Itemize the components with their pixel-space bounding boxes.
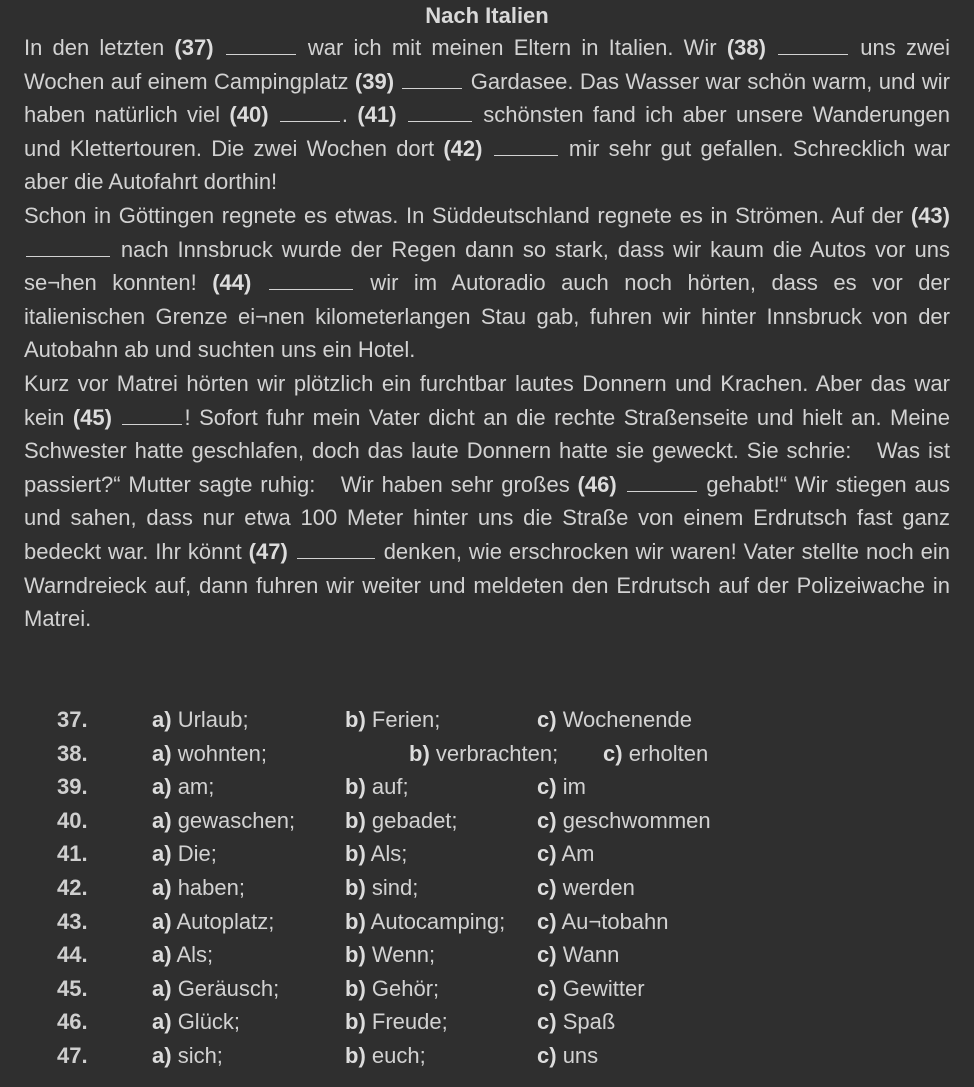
question-number: 43. — [57, 908, 88, 934]
option-c[interactable]: c) Gewitter — [537, 975, 645, 1001]
option-c[interactable]: c) geschwommen — [537, 807, 711, 833]
gap-number-38: (38) — [726, 35, 766, 60]
gap-blank-41 — [408, 103, 472, 122]
option-row-41 — [0, 837, 974, 871]
text-paragraph-1: In den letzten (37) war ich mit meinen Eltern in Italien. Wir (38) uns zwei Wochen auf einem Campingplatz (39) Gardasee. Das Wasser war schön warm, und wir haben natürlich viel (40) . (41) schönsten fand ich aber unsere Wanderungen und Klettertouren. Die zwei Wochen dort (42) mir sehr gut gefallen. Schrecklich war aber die Autofahrt dorthin! — [24, 35, 950, 195]
answer-options-list — [0, 703, 974, 1073]
gap-number-47: (47) — [248, 538, 288, 564]
option-row-39 — [0, 770, 974, 804]
option-row-43 — [0, 905, 974, 939]
option-a[interactable]: a) Die; — [152, 841, 217, 867]
gap-blank-44 — [269, 271, 353, 290]
question-number: 45. — [57, 975, 88, 1001]
question-number: 40. — [57, 807, 88, 833]
option-c[interactable]: c) werden — [537, 874, 635, 900]
gap-number-41: (41) — [357, 102, 397, 128]
gap-blank-42 — [494, 137, 558, 156]
gap-number-43: (43) — [910, 202, 950, 228]
question-number: 47. — [57, 1042, 88, 1068]
option-c[interactable]: c) im — [537, 774, 586, 800]
option-b[interactable]: b) Wenn; — [345, 942, 436, 968]
option-row-40 — [0, 804, 974, 838]
question-number: 44. — [57, 942, 88, 968]
gap-blank-40 — [280, 103, 340, 122]
gap-blank-38 — [778, 36, 848, 55]
option-a[interactable]: a) Als; — [152, 942, 214, 968]
option-b[interactable]: b) verbrachten; — [409, 740, 559, 766]
gap-blank-46 — [627, 473, 697, 492]
option-a[interactable]: a) haben; — [152, 874, 245, 900]
option-c[interactable]: c) Spaß — [537, 1009, 616, 1035]
option-c[interactable]: c) erholten — [603, 740, 709, 766]
option-b[interactable]: b) Gehör; — [345, 975, 440, 1001]
option-b[interactable]: b) sind; — [345, 874, 419, 900]
option-c[interactable]: c) Au¬tobahn — [537, 908, 669, 934]
option-a[interactable]: a) Geräusch; — [152, 975, 280, 1001]
option-a[interactable]: a) sich; — [152, 1042, 223, 1068]
question-number: 37. — [57, 707, 88, 732]
gap-blank-47 — [297, 540, 375, 559]
gap-blank-45 — [122, 406, 182, 425]
question-number: 46. — [57, 1009, 88, 1035]
option-b[interactable]: b) euch; — [345, 1042, 426, 1068]
page-title: Nach Italien — [425, 3, 549, 28]
option-b[interactable]: b) Autocamping; — [345, 908, 506, 934]
option-row-38 — [0, 737, 974, 771]
option-row-44 — [0, 938, 974, 972]
option-c[interactable]: c) Am — [537, 841, 595, 867]
question-number: 41. — [57, 841, 88, 867]
option-b[interactable]: b) Freude; — [345, 1009, 448, 1035]
gap-number-44: (44) — [212, 270, 252, 296]
option-a[interactable]: a) gewaschen; — [152, 807, 296, 833]
question-number: 39. — [57, 774, 88, 800]
gap-blank-43 — [26, 238, 110, 257]
text-paragraph-3: Kurz vor Matrei hörten wir plötzlich ein furchtbar lautes Donnern und Krachen. Aber das war kein (45) ! Sofort fuhr mein Vater dicht an die rechte Straßenseite und hielt an. Meine Schwester hatte geschlafen, doch das laute Donnern hatte sie geweckt. Sie schrie: Was ist passiert?“ Mutter sagte ruhig: Wir haben sehr großes (46) gehabt!“ Wir stiegen aus und sahen, dass nur etwa 100 Meter hinter uns die Straße von einem Erdrutsch fast ganz bedeckt war. Ihr könnt (47) denken, wie erschrocken wir waren! Vater stellte noch ein Warndreieck auf, dann fuhren wir weiter und meldeten den Erdrutsch auf der Polizeiwache in Matrei. — [24, 370, 950, 632]
option-row-47 — [0, 1039, 974, 1073]
question-number: 42. — [57, 874, 88, 900]
option-a[interactable]: a) Glück; — [152, 1009, 241, 1035]
option-b[interactable]: b) gebadet; — [345, 807, 458, 833]
option-row-42 — [0, 871, 974, 905]
question-number: 38. — [57, 740, 88, 766]
option-a[interactable]: a) Autoplatz; — [152, 908, 275, 934]
option-a[interactable]: a) Urlaub; — [152, 707, 249, 732]
gap-number-37: (37) — [174, 35, 214, 60]
gap-blank-39 — [402, 70, 462, 89]
option-a[interactable]: a) wohnten; — [152, 740, 267, 766]
option-row-37 — [0, 703, 974, 737]
gap-number-42: (42) — [443, 135, 483, 161]
option-row-45 — [0, 972, 974, 1006]
option-c[interactable]: c) uns — [537, 1042, 599, 1068]
option-c[interactable]: c) Wann — [537, 942, 620, 968]
text-paragraph-2: Schon in Göttingen regnete es etwas. In Süddeutschland regnete es in Strömen. Auf der (43) nach Innsbruck wurde der Regen dann so stark, dass wir kaum die Autos vor uns se¬hen konnten! (44) wir im Autoradio auch noch hörten, dass es vor der italienischen Grenze ei¬nen kilometerlangen Stau gab, fuhren wir hinter Innsbruck von der Autobahn ab und suchten uns ein Hotel. — [24, 202, 950, 363]
option-b[interactable]: b) Ferien; — [345, 707, 441, 732]
gap-number-39: (39) — [354, 68, 395, 94]
option-row-46 — [0, 1005, 974, 1039]
option-a[interactable]: a) am; — [152, 774, 215, 800]
gap-number-46: (46) — [577, 471, 617, 497]
option-c[interactable]: c) Wochenende — [537, 707, 692, 732]
gap-blank-37 — [226, 36, 296, 55]
gap-number-40: (40) — [229, 102, 269, 128]
option-b[interactable]: b) Als; — [345, 841, 408, 867]
gap-number-45: (45) — [72, 404, 112, 430]
option-b[interactable]: b) auf; — [345, 774, 409, 800]
